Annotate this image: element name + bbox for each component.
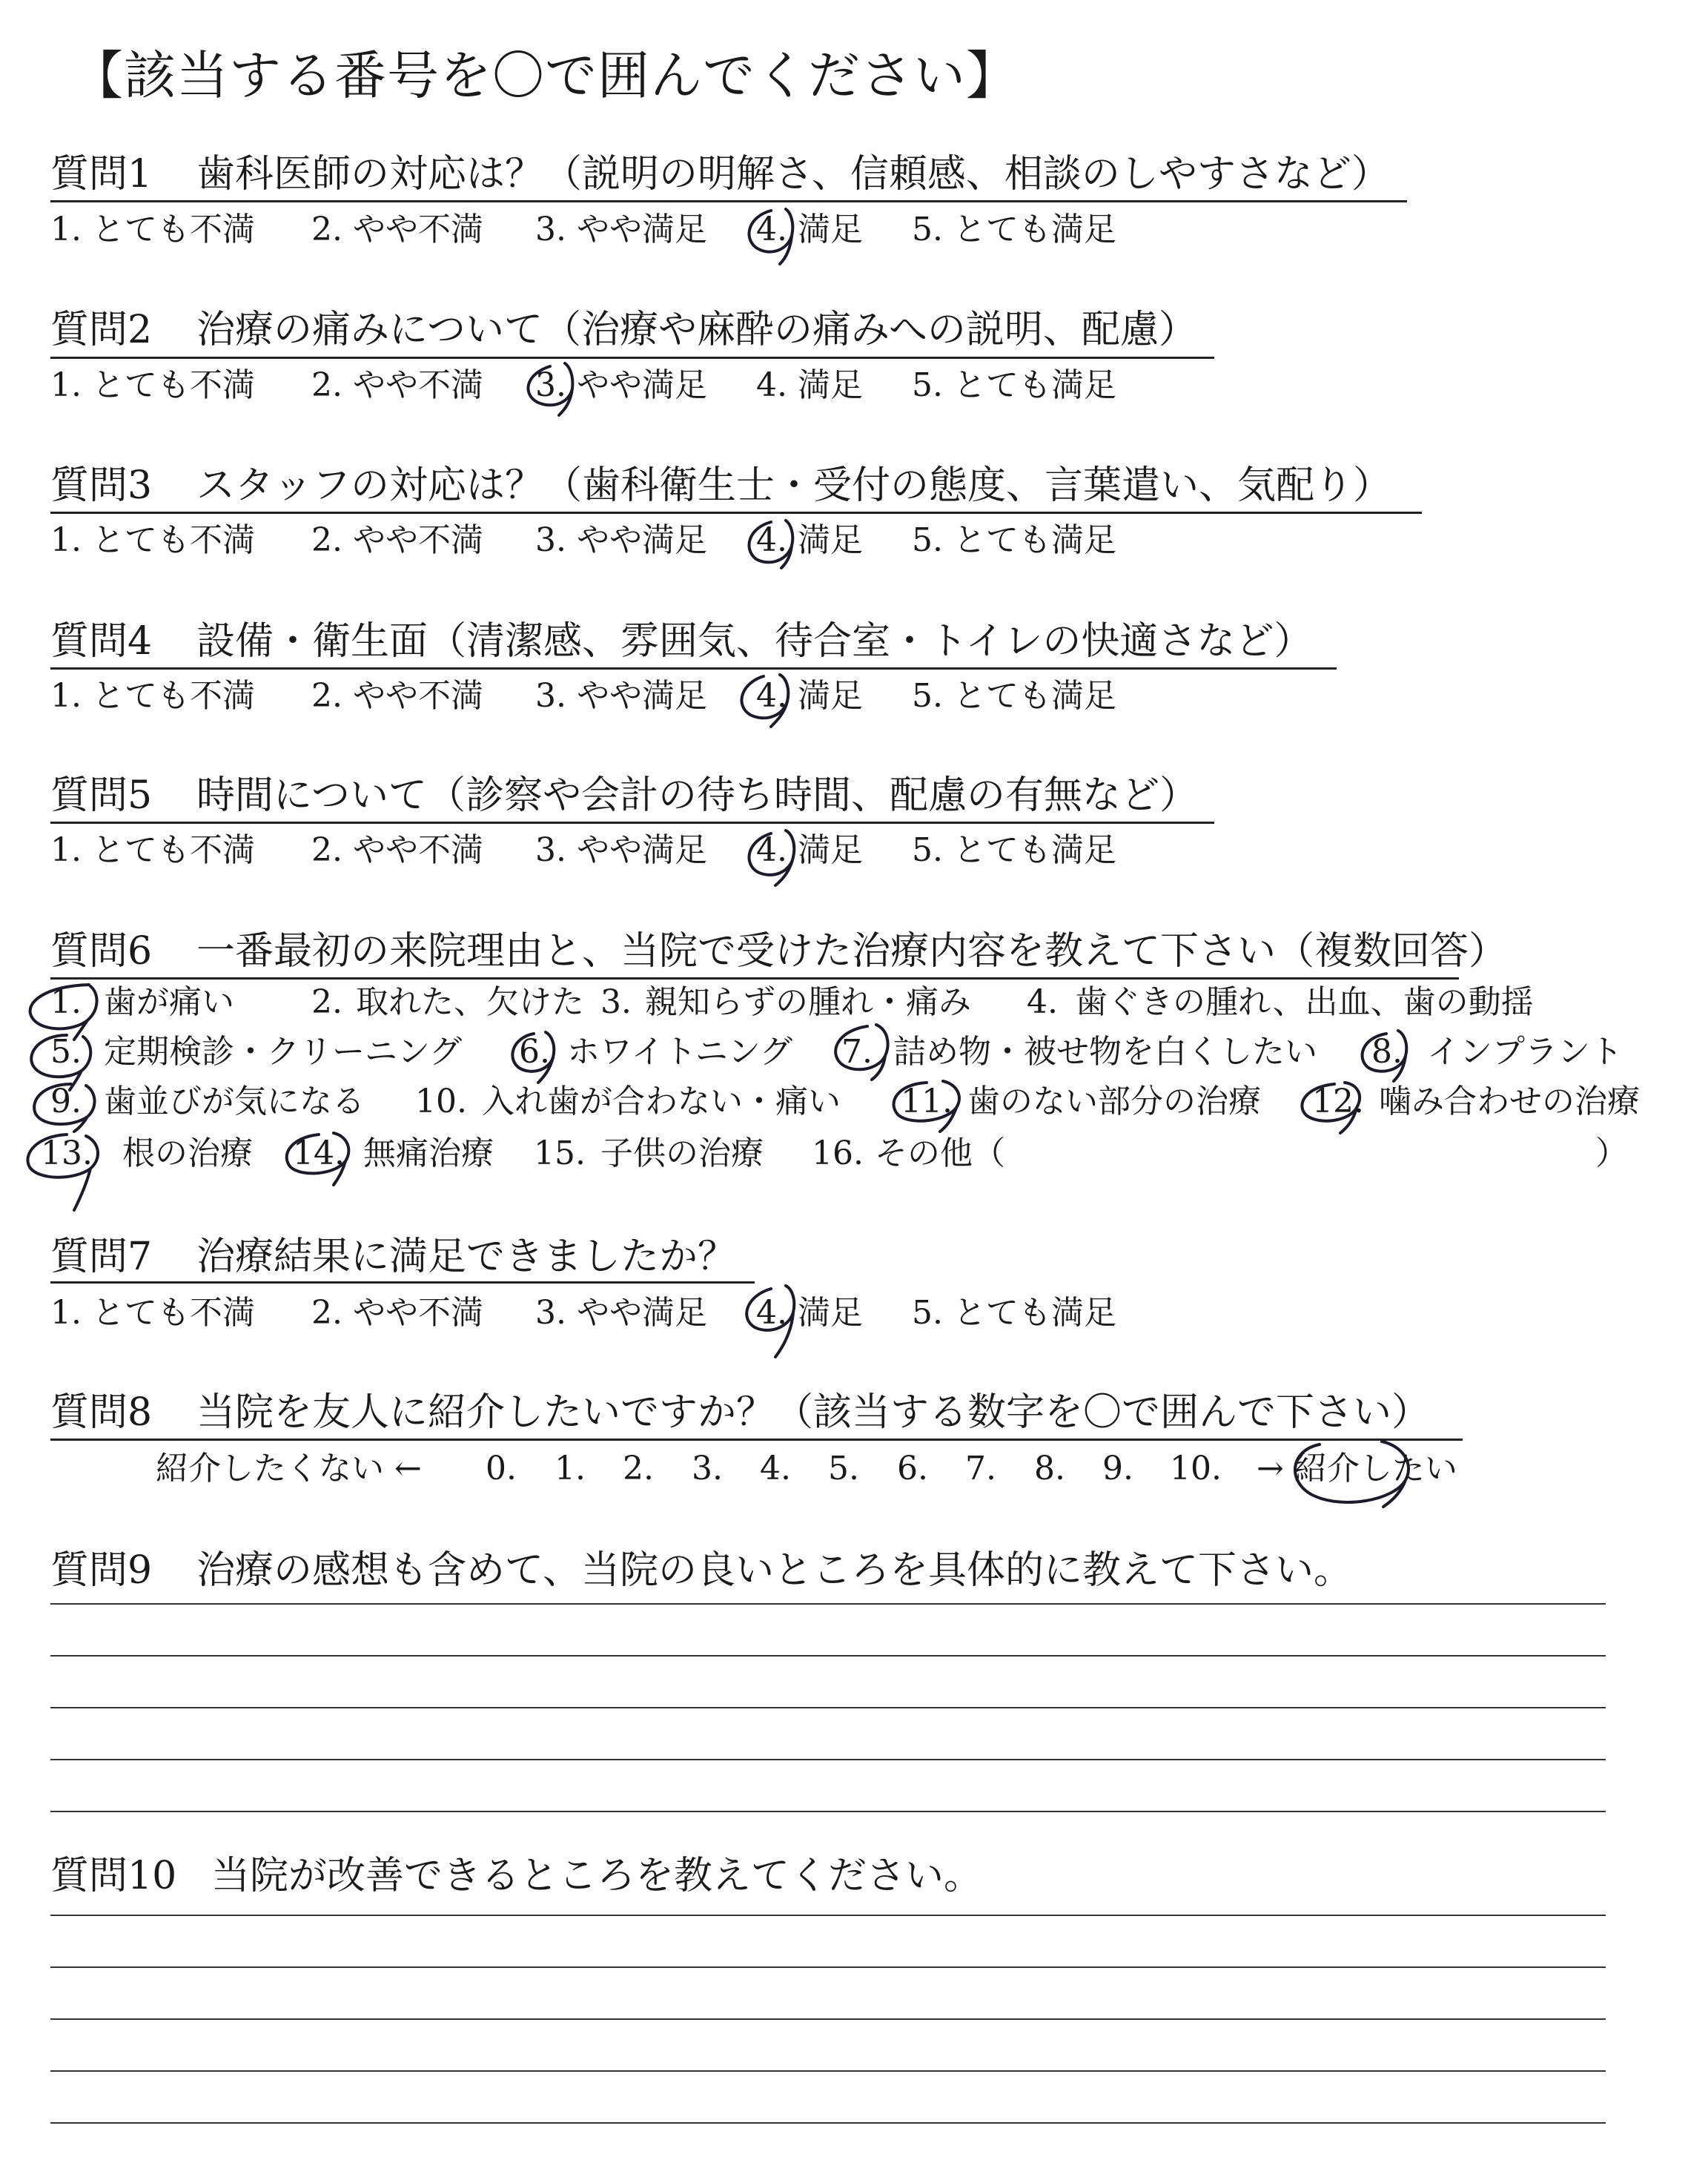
option-3[interactable]: 3. やや満足 (535, 1294, 707, 1332)
underline (50, 512, 1422, 514)
question-label: 質問3 (50, 463, 153, 508)
answer-line[interactable] (50, 1811, 1606, 1812)
nps-9[interactable]: 9. (1102, 1450, 1133, 1487)
nps-2[interactable]: 2. (623, 1450, 654, 1487)
answer-line[interactable] (50, 2070, 1606, 2072)
option-3-label[interactable]: 親知らずの腫れ・痛み (645, 983, 971, 1021)
question-text: 時間について（診察や会計の待ち時間、配慮の有無など） (196, 773, 1198, 818)
nps-5[interactable]: 5. (828, 1450, 859, 1487)
option-3[interactable]: 3. やや満足 (535, 677, 707, 715)
option-12-num[interactable]: 12. (1312, 1083, 1364, 1120)
option-4[interactable]: 4. 満足 (756, 211, 863, 248)
option-4[interactable]: 4. 満足 (756, 366, 863, 404)
underline (50, 1281, 755, 1284)
option-5[interactable]: 5. とても満足 (912, 366, 1116, 404)
option-12-label[interactable]: 噛み合わせの治療 (1379, 1083, 1640, 1120)
nps-6[interactable]: 6. (897, 1450, 928, 1487)
option-2[interactable]: 2. やや不満 (311, 1294, 483, 1332)
underline (50, 822, 1214, 824)
option-1[interactable]: 1. とても不満 (50, 677, 255, 715)
option-3[interactable]: 3. やや満足 (535, 831, 707, 869)
underline (50, 667, 1337, 670)
option-1-num[interactable]: 1. (50, 983, 82, 1021)
option-11-num[interactable]: 11. (901, 1083, 953, 1120)
question-label: 質問5 (50, 773, 153, 818)
nps-1[interactable]: 1. (555, 1450, 586, 1487)
option-9-num[interactable]: 9. (50, 1083, 82, 1120)
question-label: 質問7 (50, 1235, 153, 1279)
option-1-label[interactable]: 歯が痛い (104, 983, 234, 1021)
question-text: 当院が改善できるところを教えてください。 (211, 1854, 983, 1898)
other-close-paren: ） (1595, 1135, 1628, 1172)
nps-0[interactable]: 0. (486, 1450, 517, 1487)
option-1[interactable]: 1. とても不満 (50, 1294, 255, 1332)
question-text: 治療結果に満足できましたか？ (196, 1235, 737, 1279)
option-3[interactable]: 3. やや満足 (535, 211, 707, 248)
option-4[interactable]: 4. 満足 (756, 521, 863, 559)
option-3[interactable]: 3. やや満足 (535, 521, 707, 559)
option-16-num[interactable]: 16. (812, 1135, 864, 1172)
nps-3[interactable]: 3. (692, 1450, 723, 1487)
option-5[interactable]: 5. とても満足 (912, 831, 1116, 869)
answer-line[interactable] (50, 2122, 1606, 2124)
option-2[interactable]: 2. やや不満 (311, 211, 483, 248)
question-text: 当院を友人に紹介したいですか？（該当する数字を〇で囲んで下さい） (196, 1390, 1431, 1435)
answer-line[interactable] (50, 1603, 1606, 1605)
answer-line[interactable] (50, 1655, 1606, 1657)
question-text: 治療の感想も含めて、当院の良いところを具体的に教えて下さい。 (196, 1548, 1352, 1593)
option-3[interactable]: 3. やや満足 (535, 366, 707, 404)
option-4[interactable]: 4. 満足 (756, 1294, 863, 1332)
option-6-num[interactable]: 6. (519, 1033, 550, 1071)
option-1[interactable]: 1. とても不満 (50, 521, 255, 559)
answer-line[interactable] (50, 1915, 1606, 1916)
question-text: 歯科医師の対応は？（説明の明解さ、信頼感、相談のしやすさなど） (196, 152, 1390, 196)
option-14-label[interactable]: 無痛治療 (363, 1135, 494, 1172)
nps-7[interactable]: 7. (965, 1450, 996, 1487)
question-label: 質問1 (50, 152, 153, 196)
question-label: 質問6 (50, 929, 153, 974)
option-1[interactable]: 1. とても不満 (50, 211, 255, 248)
option-16-label[interactable]: その他（ (875, 1135, 1005, 1172)
question-label: 質問9 (50, 1548, 153, 1593)
option-5[interactable]: 5. とても満足 (912, 521, 1116, 559)
option-7-label[interactable]: 詰め物・被せ物を白くしたい (893, 1033, 1317, 1071)
option-13-num[interactable]: 13. (41, 1135, 93, 1172)
scale-right-label[interactable]: → 紹介したい (1257, 1450, 1457, 1487)
option-2[interactable]: 2. やや不満 (311, 521, 483, 559)
option-5-label[interactable]: 定期検診・クリーニング (104, 1033, 463, 1071)
option-4-label[interactable]: 歯ぐきの腫れ、出血、歯の動揺 (1075, 983, 1534, 1021)
option-2[interactable]: 2. やや不満 (311, 366, 483, 404)
answer-line[interactable] (50, 2018, 1606, 2020)
option-2-num[interactable]: 2. (311, 983, 342, 1021)
question-label: 質問10 (50, 1854, 177, 1898)
option-13-label[interactable]: 根の治療 (122, 1135, 253, 1172)
option-1[interactable]: 1. とても不満 (50, 831, 255, 869)
question-label: 質問2 (50, 308, 153, 352)
nps-4[interactable]: 4. (760, 1450, 791, 1487)
answer-line[interactable] (50, 1966, 1606, 1968)
underline (50, 200, 1407, 202)
option-3-num[interactable]: 3. (600, 983, 632, 1021)
option-10-label[interactable]: 入れ歯が合わない・痛い (482, 1083, 841, 1120)
option-1[interactable]: 1. とても不満 (50, 366, 255, 404)
option-11-label[interactable]: 歯のない部分の治療 (967, 1083, 1261, 1120)
option-4[interactable]: 4. 満足 (756, 831, 863, 869)
nps-10[interactable]: 10. (1170, 1450, 1222, 1487)
option-2[interactable]: 2. やや不満 (311, 677, 483, 715)
option-14-num[interactable]: 14. (293, 1135, 345, 1172)
option-5[interactable]: 5. とても満足 (912, 1294, 1116, 1332)
answer-line[interactable] (50, 1759, 1606, 1760)
option-10-num[interactable]: 10. (415, 1083, 467, 1120)
option-6-label[interactable]: ホワイトニング (567, 1033, 793, 1071)
option-2[interactable]: 2. やや不満 (311, 831, 483, 869)
option-5[interactable]: 5. とても満足 (912, 211, 1116, 248)
question-text: 治療の痛みについて（治療や麻酔の痛みへの説明、配慮） (196, 308, 1197, 352)
option-5[interactable]: 5. とても満足 (912, 677, 1116, 715)
option-4-num[interactable]: 4. (1027, 983, 1058, 1021)
scale-left-label: 紹介したくない ← (156, 1450, 422, 1487)
nps-8[interactable]: 8. (1034, 1450, 1065, 1487)
page-title: 【該当する番号を〇で囲んでください】 (71, 45, 1019, 106)
underline (50, 1439, 1463, 1441)
option-15-label[interactable]: 子供の治療 (600, 1135, 764, 1172)
option-4[interactable]: 4. 満足 (756, 677, 863, 715)
underline (50, 977, 1459, 980)
question-text: 設備・衛生面（清潔感、雰囲気、待合室・トイレの快適さなど） (196, 619, 1313, 664)
option-5-num[interactable]: 5. (50, 1033, 82, 1071)
question-text: スタッフの対応は？（歯科衛生士・受付の態度、言葉遣い、気配り） (196, 463, 1392, 508)
question-text: 一番最初の来院理由と、当院で受けた治療内容を教えて下さい（複数回答） (196, 929, 1508, 974)
option-9-label[interactable]: 歯並びが気になる (104, 1083, 365, 1120)
option-8-num[interactable]: 8. (1371, 1033, 1403, 1071)
option-2-label[interactable]: 取れた、欠けた (356, 983, 584, 1021)
underline (50, 357, 1214, 359)
question-label: 質問8 (50, 1390, 153, 1435)
question-label: 質問4 (50, 619, 153, 664)
option-15-num[interactable]: 15. (534, 1135, 586, 1172)
option-7-num[interactable]: 7. (841, 1033, 873, 1071)
answer-line[interactable] (50, 1707, 1606, 1708)
option-8-label[interactable]: インプラント (1427, 1033, 1623, 1071)
